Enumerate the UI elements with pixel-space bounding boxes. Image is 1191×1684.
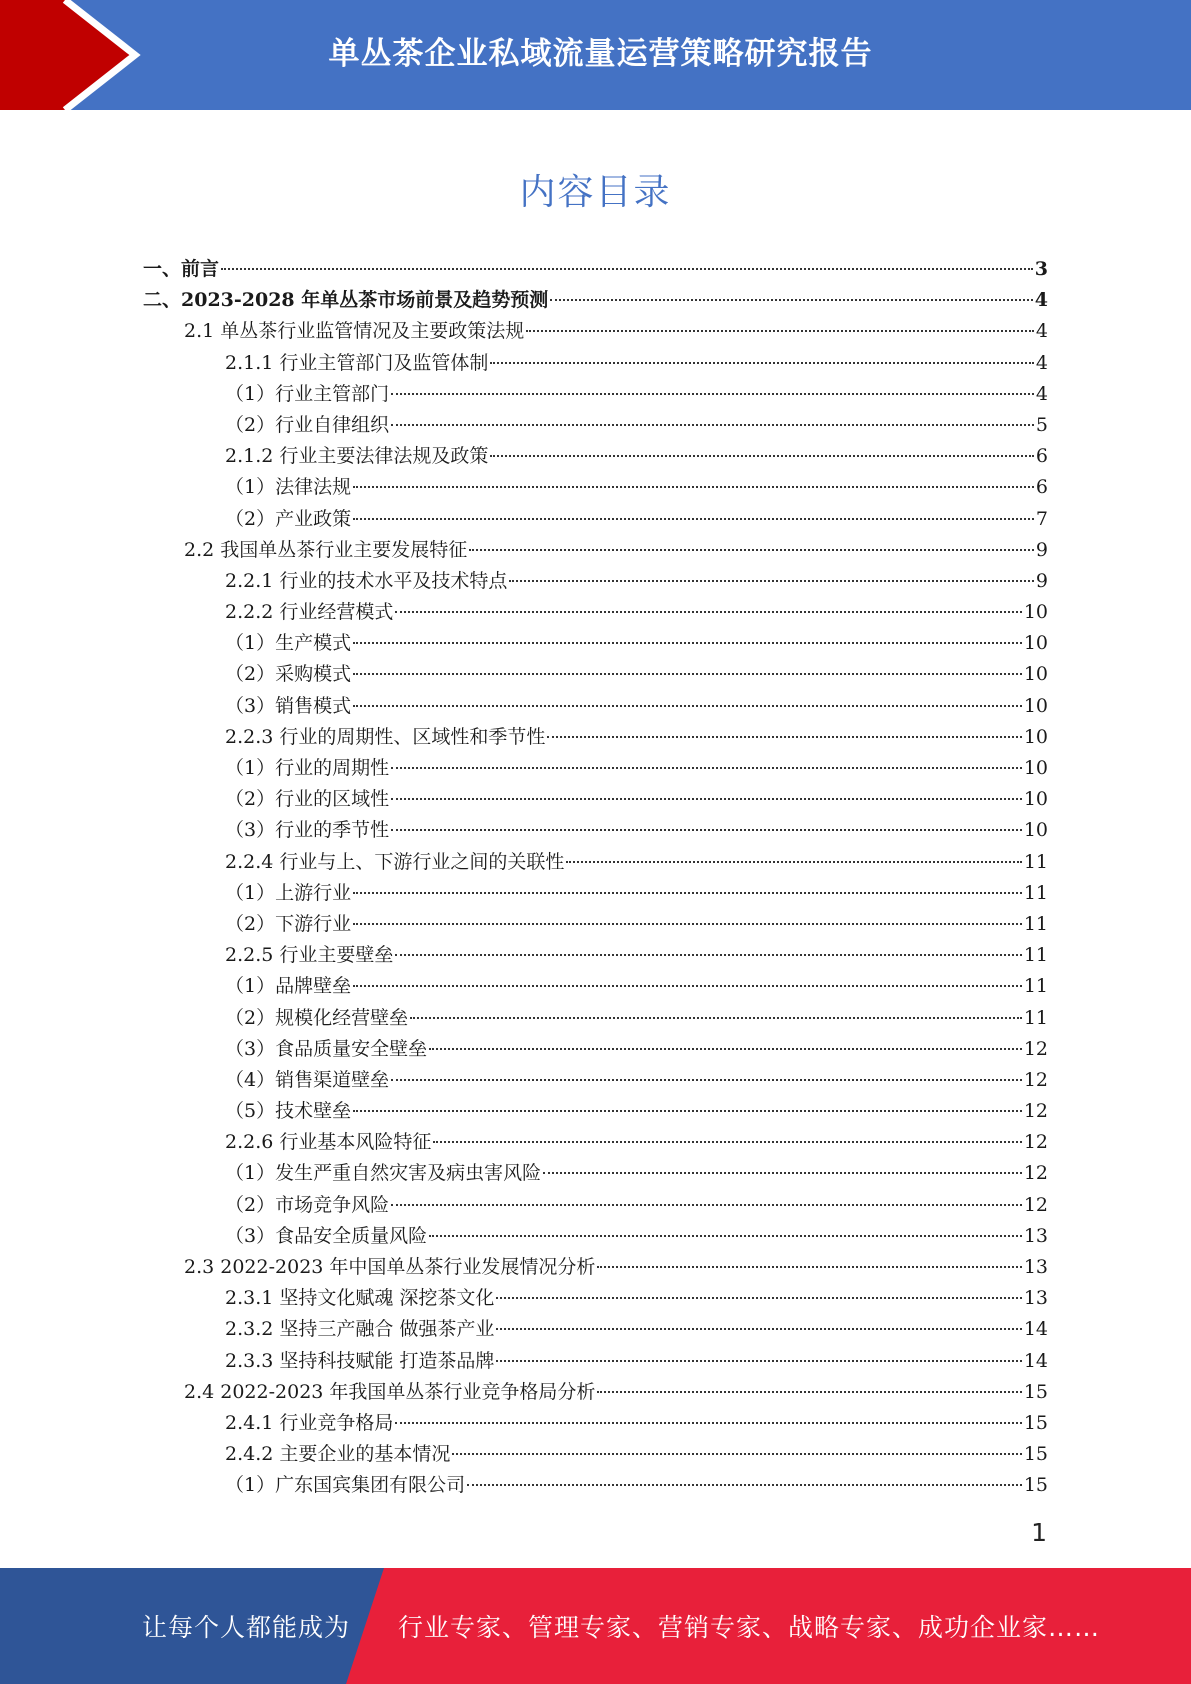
toc-entry[interactable] [143,691,1048,722]
toc-dot-leader [391,1079,1022,1081]
toc-entry[interactable] [143,1314,1048,1345]
toc-entry[interactable] [143,379,1048,410]
toc-entry-label: （2）采购模式 [225,663,352,686]
toc-entry-page: 3 [1034,258,1048,280]
toc-entry-label: （1）法律法规 [225,476,352,499]
toc-entry[interactable] [143,535,1048,566]
toc-dot-leader [353,486,1034,488]
toc-entry-page: 11 [1023,1006,1048,1029]
toc-dot-leader [452,1453,1021,1455]
toc-entry[interactable] [143,566,1048,597]
toc-entry-page: 13 [1023,1224,1048,1247]
toc-entry-label: 2.4.2 主要企业的基本情况 [225,1443,451,1466]
toc-dot-leader [550,299,1033,301]
toc-entry-label: 2.4.1 行业竞争格局 [225,1411,394,1434]
toc-entry-page: 10 [1023,819,1048,842]
toc-entry[interactable] [143,878,1048,909]
toc-entry-page: 12 [1023,1068,1048,1091]
toc-entry-page: 4 [1035,382,1048,405]
footer-banner [0,1568,1191,1684]
toc-dot-leader [543,1172,1022,1174]
toc-entry[interactable] [143,1127,1048,1158]
toc-entry[interactable] [143,1346,1048,1377]
toc-entry-label: 2.1.2 行业主要法律法规及政策 [225,445,489,468]
toc-dot-leader [597,1391,1021,1393]
toc-entry-label: 一、前言 [143,258,220,280]
toc-entry-label: 2.2.6 行业基本风险特征 [225,1131,432,1154]
toc-entry[interactable] [143,722,1048,753]
toc-entry-page: 11 [1023,881,1048,904]
toc-entry-page: 5 [1035,413,1048,436]
toc-dot-leader [353,985,1022,987]
toc-heading: 内容目录 [519,172,672,213]
toc-entry[interactable] [143,1283,1048,1314]
toc-entry-label: （5）技术壁垒 [225,1100,352,1123]
toc-entry[interactable] [143,285,1048,316]
toc-entry[interactable] [143,254,1048,285]
toc-entry-label: （1）上游行业 [225,881,352,904]
toc-entry-label: 2.3.2 坚持三产融合 做强茶产业 [225,1318,495,1341]
toc-entry-page: 10 [1023,694,1048,717]
toc-entry[interactable] [143,472,1048,503]
toc-entry[interactable] [143,909,1048,940]
toc-dot-leader [490,455,1034,457]
toc-entry-label: 二、2023-2028 年单丛茶市场前景及趋势预测 [143,289,549,312]
toc-entry-label: 2.3.3 坚持科技赋能 打造茶品牌 [225,1349,495,1372]
toc-dot-leader [496,1360,1021,1362]
toc-entry[interactable] [143,1377,1048,1408]
toc-entry[interactable] [143,441,1048,472]
toc-entry-label: 2.2.3 行业的周期性、区域性和季节性 [225,725,546,748]
toc-entry-label: （3）销售模式 [225,694,352,717]
toc-entry-label: 2.2.4 行业与上、下游行业之间的关联性 [225,850,565,873]
toc-entry[interactable] [143,659,1048,690]
toc-dot-leader [353,642,1022,644]
toc-entry-label: （2）产业政策 [225,507,352,530]
toc-entry-label: （3）行业的季节性 [225,819,390,842]
toc-entry[interactable] [143,597,1048,628]
toc-entry-label: 2.3.1 坚持文化赋魂 深挖茶文化 [225,1287,495,1310]
toc-entry-page: 4 [1035,351,1048,374]
toc-entry[interactable] [143,1470,1048,1501]
toc-entry-page: 13 [1023,1256,1048,1278]
toc-dot-leader [509,580,1034,582]
toc-dot-leader [353,1110,1022,1112]
toc-entry-page: 12 [1023,1162,1048,1185]
toc-entry-label: 2.2 我国单丛茶行业主要发展特征 [184,538,468,561]
toc-dot-leader [410,1017,1022,1019]
toc-entry-label: 2.2.1 行业的技术水平及技术特点 [225,569,508,592]
toc-entry-page: 12 [1023,1100,1048,1123]
toc-dot-leader [469,549,1034,551]
toc-entry[interactable] [143,847,1048,878]
toc-dot-leader [395,1422,1021,1424]
toc-entry[interactable] [143,348,1048,379]
toc-entry-label: （1）行业的周期性 [225,757,390,779]
toc-entry[interactable] [143,628,1048,659]
toc-entry-label: 2.1.1 行业主管部门及监管体制 [225,351,489,374]
toc-entry[interactable] [143,1252,1048,1283]
table-of-contents [143,254,1048,1502]
toc-entry[interactable] [143,1158,1048,1189]
toc-entry-page: 15 [1023,1474,1048,1497]
toc-dot-leader [496,1297,1021,1299]
toc-entry[interactable] [143,1190,1048,1221]
toc-dot-leader [526,330,1034,332]
toc-entry[interactable] [143,1408,1048,1439]
toc-entry-label: （3）食品质量安全壁垒 [225,1037,428,1060]
toc-entry-page: 15 [1023,1443,1048,1466]
toc-entry-label: （2）下游行业 [225,912,352,935]
toc-dot-leader [496,1328,1021,1330]
toc-dot-leader [395,611,1021,613]
toc-entry-page: 9 [1035,569,1048,592]
toc-entry[interactable] [143,504,1048,535]
toc-entry[interactable] [143,316,1048,347]
toc-dot-leader [391,1204,1022,1206]
toc-entry-page: 14 [1023,1318,1048,1341]
toc-dot-leader [566,861,1021,863]
toc-entry[interactable] [143,1221,1048,1252]
toc-entry-page: 10 [1023,632,1048,655]
toc-entry-label: （1）广东国宾集团有限公司 [225,1474,466,1497]
toc-entry-page: 10 [1023,601,1048,624]
toc-entry-page: 10 [1023,757,1048,779]
toc-entry[interactable] [143,1439,1048,1470]
toc-entry-page: 10 [1023,725,1048,748]
toc-entry-page: 12 [1023,1037,1048,1060]
toc-dot-leader [353,705,1022,707]
toc-entry-page: 6 [1035,445,1048,468]
toc-entry-page: 14 [1023,1349,1048,1372]
toc-entry[interactable] [143,410,1048,441]
toc-entry-page: 12 [1023,1193,1048,1216]
toc-dot-leader [547,736,1021,738]
toc-entry-page: 4 [1035,320,1048,343]
toc-entry-label: 2.3 2022-2023 年中国单丛茶行业发展情况分析 [184,1256,596,1278]
toc-entry-label: （3）食品安全质量风险 [225,1224,428,1247]
toc-entry-label: 2.2.2 行业经营模式 [225,601,394,624]
toc-dot-leader [490,362,1034,364]
toc-entry-label: （4）销售渠道壁垒 [225,1068,390,1091]
footer-slogan-right: 行业专家、管理专家、营销专家、战略专家、成功企业家…… [398,1613,1101,1642]
toc-entry[interactable] [143,1034,1048,1065]
toc-entry[interactable] [143,784,1048,815]
toc-entry-page: 15 [1023,1380,1048,1403]
toc-entry-label: （1）品牌壁垒 [225,975,352,998]
toc-entry-label: 2.4 2022-2023 年我国单丛茶行业竞争格局分析 [184,1380,596,1403]
toc-dot-leader [391,393,1034,395]
page-number: 1 [1031,1518,1047,1547]
toc-entry-page: 10 [1023,788,1048,811]
toc-dot-leader [395,954,1021,956]
toc-entry[interactable] [143,1065,1048,1096]
toc-entry[interactable] [143,753,1048,784]
toc-entry-page: 13 [1023,1287,1048,1310]
toc-entry[interactable] [143,1096,1048,1127]
toc-entry[interactable] [143,971,1048,1002]
toc-entry-page: 11 [1023,944,1048,967]
toc-dot-leader [391,798,1022,800]
toc-dot-leader [353,892,1022,894]
toc-dot-leader [353,923,1022,925]
toc-entry-page: 11 [1023,912,1048,935]
toc-dot-leader [353,673,1022,675]
toc-entry-label: 2.1 单丛茶行业监管情况及主要政策法规 [184,320,525,343]
toc-entry-label: （1）行业主管部门 [225,382,390,405]
toc-dot-leader [429,1235,1022,1237]
toc-dot-leader [467,1484,1022,1486]
toc-entry-label: （2）市场竞争风险 [225,1193,390,1216]
toc-entry-page: 12 [1023,1131,1048,1154]
toc-entry-page: 4 [1034,289,1048,312]
toc-dot-leader [597,1266,1021,1268]
toc-entry[interactable] [143,815,1048,846]
toc-dot-leader [391,767,1022,769]
toc-entry-label: （2）行业自律组织 [225,413,390,436]
toc-entry[interactable] [143,1003,1048,1034]
toc-entry-label: （1）发生严重自然灾害及病虫害风险 [225,1162,542,1185]
toc-entry[interactable] [143,940,1048,971]
toc-entry-page: 11 [1023,975,1048,998]
toc-entry-page: 15 [1023,1411,1048,1434]
toc-entry-page: 11 [1023,850,1048,873]
toc-entry-label: （1）生产模式 [225,632,352,655]
toc-entry-page: 10 [1023,663,1048,686]
toc-entry-page: 6 [1035,476,1048,499]
toc-entry-page: 7 [1035,507,1048,530]
toc-entry-label: （2）规模化经营壁垒 [225,1006,409,1029]
toc-entry-label: （2）行业的区域性 [225,788,390,811]
toc-dot-leader [221,268,1033,270]
toc-dot-leader [391,424,1034,426]
footer-slogan-left: 让每个人都能成为 [142,1613,351,1642]
toc-dot-leader [353,518,1034,520]
toc-dot-leader [391,829,1022,831]
toc-dot-leader [429,1048,1022,1050]
report-title: 单丛茶企业私域流量运营策略研究报告 [328,36,873,72]
toc-entry-label: 2.2.5 行业主要壁垒 [225,944,394,967]
toc-entry-page: 9 [1035,538,1048,561]
toc-dot-leader [433,1141,1021,1143]
header-banner [0,0,1191,110]
